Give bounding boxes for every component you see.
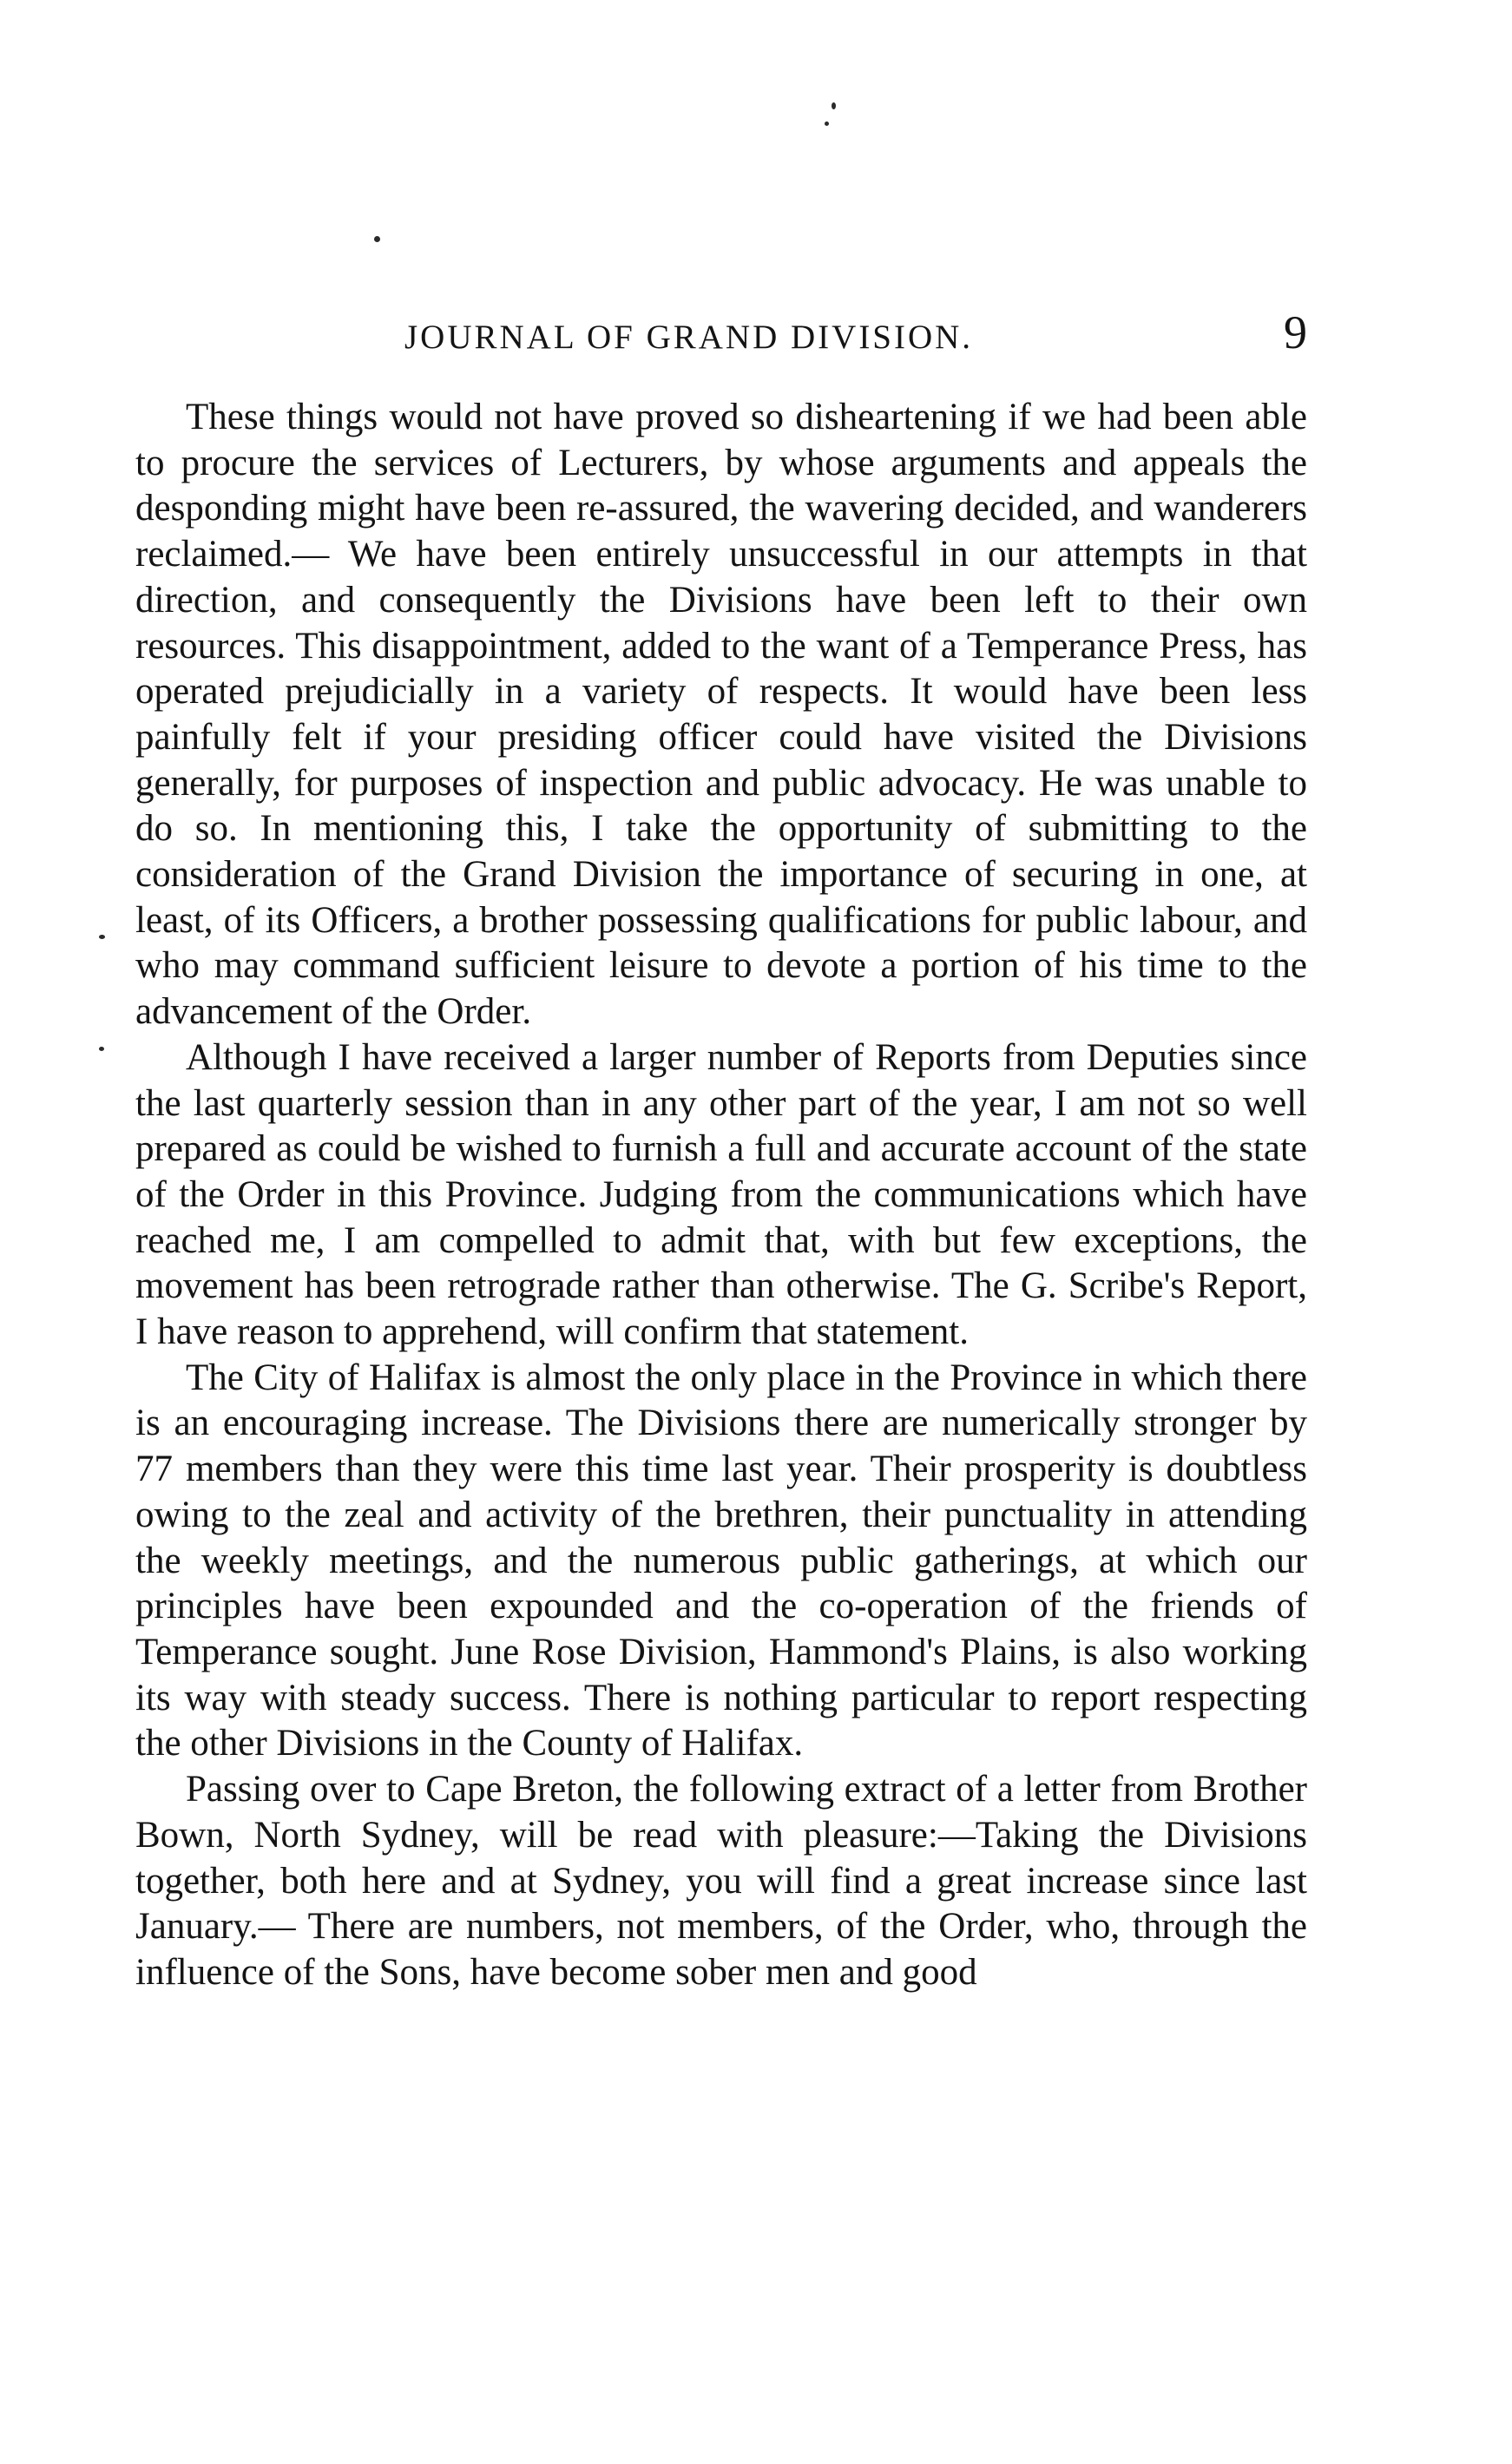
- ink-speck: [832, 102, 836, 109]
- ink-speck: [825, 122, 829, 126]
- paragraph: Although I have received a larger number of Reports from Deputies since the last quarterly session than in any other part of the year, I am not so well prepared as could be wished to furnish a full and accurate account of the state of the Order in this Province. Judging from the communications which have reached me, I am compelled to admit that, with but few exceptions, the movement has been retrograde rather than otherwise. The G. Scribe's Report, I have reason to apprehend, will confirm that statement.: [135, 1036, 1307, 1353]
- ink-speck: [99, 1047, 104, 1051]
- ink-speck: [99, 935, 105, 939]
- page-header: [135, 306, 1307, 366]
- paragraph: Passing over to Cape Breton, the following extract of a letter from Brother Bown, North Sydney, will be read with pleasure:—Taking the Divisions together, both here and at Sydney, you will find a great increase since last January.— There are numbers, not members, of the Order, who, through the influence of the Sons, have become sober men and good: [135, 1769, 1307, 1993]
- running-head: JOURNAL OF GRAND DIVISION.: [404, 319, 974, 356]
- paragraph: These things would not have proved so disheartening if we had been able to procure the services of Lecturers, by whose arguments and appeals the desponding might have been re-assured, the wavering decided, and wanderers reclaimed.— We have been entirely unsuccessful in our attempts in that direction, and consequently the Divisions have been left to their own resources. This disappointment, added to the want of a Temperance Press, has operated prejudicially in a variety of respects. It would have been less painfully felt if your presiding officer could have visited the Divisions generally, for purposes of inspection and public advocacy. He was unable to do so. In mentioning this, I take the opportunity of submitting to the consideration of the Grand Division the importance of securing in one, at least, of its Officers, a brother possessing qualifications for public labour, and who may command sufficient leisure to devote a portion of his time to the advancement of the Order.: [135, 397, 1307, 1033]
- body-text: [135, 395, 1307, 1996]
- ink-speck: [374, 236, 380, 242]
- paragraph: The City of Halifax is almost the only place in the Province in which there is an encouraging increase. The Divisions there are numerically stronger by 77 members than they were this time last year. Their prosperity is doubtless owing to the zeal and activity of the brethren, their punctuality in attending the weekly meetings, and the numerous public gatherings, at which our principles have been expounded and the co-operation of the friends of Temperance sought. June Rose Division, Hammond's Plains, is also working its way with steady success. There is nothing particular to report respecting the other Divisions in the County of Halifax.: [135, 1357, 1307, 1764]
- page-number: 9: [1284, 306, 1307, 358]
